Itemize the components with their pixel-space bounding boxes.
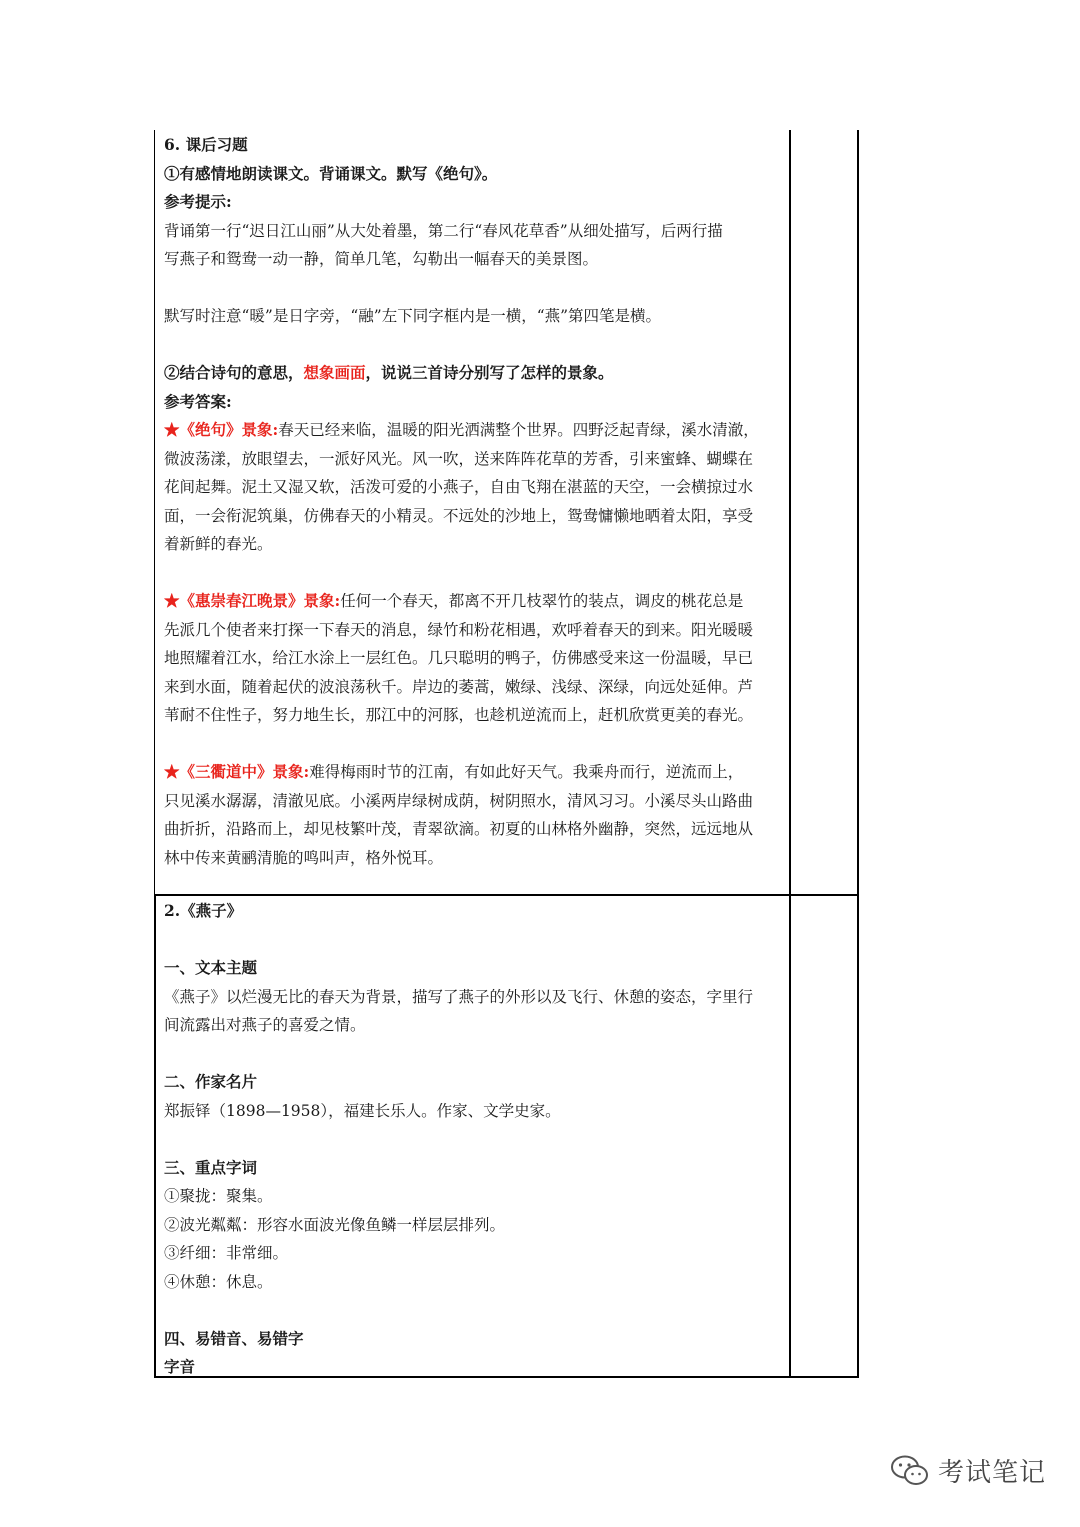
- table-col-divider-1-left: [154, 130, 155, 895]
- author-heading: 二、作家名片: [164, 1072, 258, 1091]
- poem-line: 林中传来黄鹂清脆的鸣叫声，格外悦耳。: [164, 848, 444, 867]
- errors-heading: 四、易错音、易错字: [164, 1328, 304, 1348]
- word-item: ①聚拢：聚集。: [164, 1187, 273, 1205]
- question-1: ①有感情地朗读课文。背诵课文。默写《绝句》。: [164, 163, 498, 183]
- word-item: ③纤细：非常细。: [164, 1244, 289, 1262]
- poem-paragraph: [164, 587, 784, 616]
- wechat-icon: [890, 1454, 930, 1488]
- question-2-pre: ②结合诗句的意思，: [164, 363, 304, 382]
- theme-line: 间流露出对燕子的喜爱之情。: [164, 1016, 366, 1034]
- hint-line: 背诵第一行“迟日江山丽”从大处着墨，第二行“春风花草香”从细处描写，后两行描: [164, 221, 723, 240]
- section-heading: 6. 课后习题: [164, 135, 248, 154]
- word-item: ④休憩：休息。: [164, 1272, 273, 1291]
- poem-line: 地照耀着江水，给江水涂上一层红色。几只聪明的鸭子，仿佛感受来这一份温暖，早已: [164, 649, 754, 667]
- theme-heading: 一、文本主题: [164, 958, 258, 977]
- hint-label: 参考提示:: [164, 192, 232, 211]
- author-text: 郑振铎（1898—1958），福建长乐人。作家、文学史家。: [164, 1101, 561, 1120]
- poem-line: 难得梅雨时节的江南，有如此好天气。我乘舟而行，逆流而上，: [309, 763, 744, 781]
- poem-line: 先派几个使者来打探一下春天的消息，绿竹和粉花相遇，欢呼着春天的到来。阳光暖暖: [164, 620, 754, 639]
- poem-paragraph: [164, 758, 784, 787]
- poem-line: 任何一个春天，都离不开几枝翠竹的装点，调皮的桃花总是: [340, 592, 744, 610]
- poem-line: 面，一会衔泥筑巢，仿佛春天的小精灵。不远处的沙地上，鸳鸯慵懒地晒着太阳，享受: [164, 506, 754, 525]
- poem-line: 春天已经来临，温暖的阳光洒满整个世界。四野泛起青绿，溪水清澈，: [278, 421, 759, 439]
- poem-line: 花间起舞。泥土又湿又软，活泼可爱的小燕子，自由飞翔在湛蓝的天空，一会横掠过水: [164, 478, 754, 496]
- words-heading: 三、重点字词: [164, 1157, 258, 1177]
- table-border-right: [857, 130, 859, 1378]
- poem-title: ★《绝句》景象:: [164, 420, 279, 439]
- theme-line: 《燕子》以烂漫无比的春天为背景，描写了燕子的外形以及飞行、休憩的姿态，字里行: [164, 987, 754, 1006]
- poem-line: 着新鲜的春光。: [164, 535, 273, 553]
- poem-line: 苇耐不住性子，努力地生长，那江中的河豚，也趁机逆流而上，赶机欣赏更美的春光。: [164, 706, 754, 724]
- watermark: [890, 1452, 1046, 1489]
- question-2-highlight: 想象画面: [303, 363, 366, 382]
- sound-label: 字音: [164, 1357, 196, 1376]
- answer-label: 参考答案:: [164, 391, 232, 411]
- watermark-text: 考试笔记: [938, 1458, 1047, 1488]
- word-item: ②波光粼粼：形容水面波光像鱼鳞一样层层排列。: [164, 1215, 506, 1234]
- writing-note: 默写时注意“暖”是日字旁，“融”左下同字框内是一横，“燕”第四笔是横。: [164, 307, 662, 325]
- poem-line: 微波荡漾，放眼望去，一派好风光。风一吹，送来阵阵花草的芳香，引来蜜蜂、蝴蝶在: [164, 449, 754, 468]
- poem-title: ★《三衢道中》景象:: [164, 762, 310, 781]
- poem-line: 只见溪水潺潺，清澈见底。小溪两岸绿树成荫，树阴照水，清风习习。小溪尽头山路曲: [164, 791, 754, 810]
- table-col-divider: [789, 130, 791, 1378]
- exercise-cell: [164, 131, 784, 872]
- poem-line: 来到水面，随着起伏的波浪荡秋千。岸边的萎蒿，嫩绿、浅绿、深绿，向远处延伸。芦: [164, 677, 754, 696]
- table-row-divider: [154, 894, 859, 896]
- poem-paragraph: [164, 416, 784, 445]
- question-2-post: ，说说三首诗分别写了怎样的景象。: [365, 363, 614, 382]
- poem-line: 曲折折，沿路而上，却见枝繁叶茂，青翠欲滴。初夏的山林格外幽静，突然，远远地从: [164, 820, 754, 838]
- lesson-heading: 2.《燕子》: [164, 901, 243, 920]
- lesson-cell: [164, 897, 784, 1382]
- table-border-left: [154, 895, 156, 1378]
- question-2: [164, 359, 784, 388]
- poem-title: ★《惠崇春江晚景》景象:: [164, 591, 341, 610]
- hint-line: 写燕子和鸳鸯一动一静，简单几笔，勾勒出一幅春天的美景图。: [164, 250, 599, 268]
